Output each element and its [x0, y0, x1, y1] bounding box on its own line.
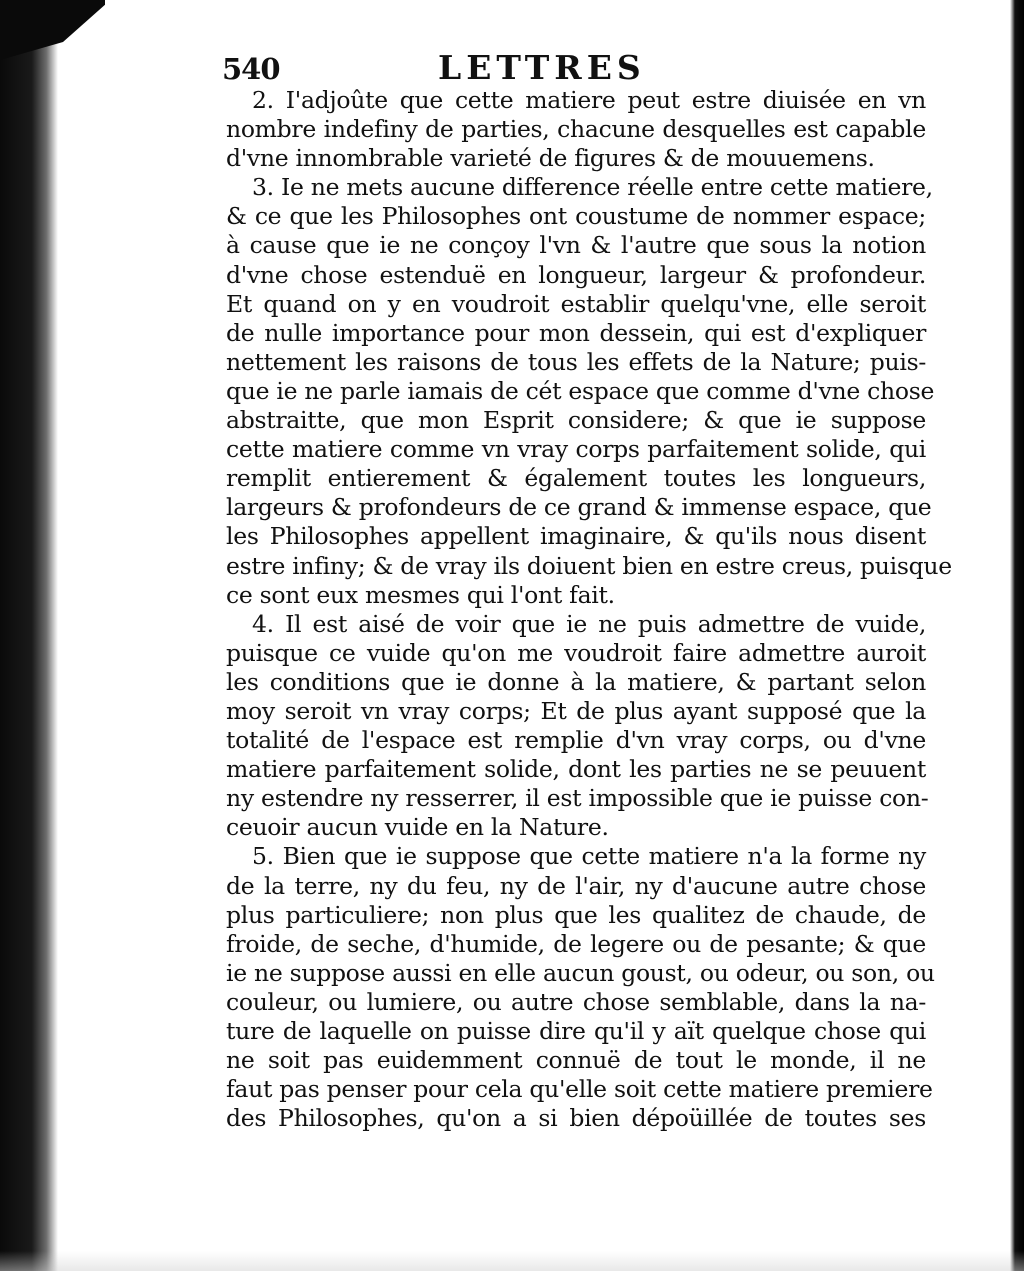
text-line: couleur, ou lumiere, ou autre chose semblable, dans la na- [226, 987, 926, 1016]
text-line: nettement les raisons de tous les effets de la Nature; puis- [226, 347, 926, 376]
text-line: largeurs & profondeurs de ce grand & immense espace, que [226, 493, 932, 522]
text-line: plus particuliere; non plus que les qualitez de chaude, de [226, 900, 926, 929]
text-line: de nulle importance pour mon dessein, qui est d'expliquer [226, 318, 926, 347]
text-line: froide, de seche, d'humide, de legere ou de pesante; & que [226, 929, 926, 958]
text-line: d'vne innombrable varieté de figures & de mouuemens. [226, 144, 875, 173]
text-line: d'vne chose estenduë en longueur, largeur & profondeur. [226, 260, 926, 289]
text-line: ture de laquelle on puisse dire qu'il y aït quelque chose qui [226, 1017, 926, 1045]
text-line: Et quand on y en voudroit establir quelqu'vne, elle seroit [226, 289, 926, 318]
text-line: remplit entierement & également toutes les longueurs, [226, 464, 926, 493]
text-line: abstraitte, que mon Esprit considere; & que ie suppose [226, 406, 926, 435]
text-line: matiere parfaitement solide, dont les parties ne se peuuent [226, 755, 926, 784]
text-line: ny estendre ny resserrer, il est impossible que ie puisse con- [226, 784, 929, 813]
text-line: nombre indefiny de parties, chacune desquelles est capable [226, 115, 926, 144]
body-text [226, 86, 952, 1133]
text-line: totalité de l'espace est remplie d'vn vray corps, ou d'vne [226, 726, 926, 755]
text-line: 3. Ie ne mets aucune difference réelle entre cette matiere, [252, 173, 933, 202]
text-line: 2. I'adjoûte que cette matiere peut estre diuisée en vn [252, 86, 926, 114]
text-line: ne soit pas euidemment connuë de tout le monde, il ne [226, 1046, 926, 1075]
text-line: les Philosophes appellent imaginaire, & qu'ils nous disent [226, 522, 926, 551]
text-line: ce sont eux mesmes qui l'ont fait. [226, 580, 615, 609]
scan-right-edge [1010, 0, 1024, 1271]
text-line: que ie ne parle iamais de cét espace que comme d'vne chose [226, 376, 935, 405]
text-line: ie ne suppose aussi en elle aucun goust, ou odeur, ou son, ou [226, 958, 935, 987]
page-shadow [0, 1251, 1024, 1271]
text-line: ceuoir aucun vuide en la Nature. [226, 813, 609, 842]
text-line: les conditions que ie donne à la matiere, & partant selon [226, 667, 926, 696]
text-line: faut pas penser pour cela qu'elle soit cette matiere premiere [226, 1075, 933, 1104]
scan-left-edge [0, 40, 58, 1271]
text-line: des Philosophes, qu'on a si bien dépoüillée de toutes ses [226, 1104, 926, 1133]
text-line: à cause que ie ne conçoy l'vn & l'autre que sous la notion [226, 231, 926, 260]
text-line: estre infiny; & de vray ils doiuent bien en estre creus, puisque [226, 551, 952, 580]
text-line: 4. Il est aisé de voir que ie ne puis admettre de vuide, [252, 609, 926, 638]
text-line: 5. Bien que ie suppose que cette matiere n'a la forme ny [252, 842, 926, 871]
text-line: de la terre, ny du feu, ny de l'air, ny d'aucune autre chose [226, 871, 926, 900]
page-number: 540 [222, 52, 280, 86]
text-line: cette matiere comme vn vray corps parfaitement solide, qui [226, 435, 926, 464]
text-line: & ce que les Philosophes ont coustume de nommer espace; [226, 202, 926, 231]
running-head-title: LETTRES [438, 48, 646, 87]
text-line: moy seroit vn vray corps; Et de plus ayant supposé que la [226, 696, 926, 725]
text-line: puisque ce vuide qu'on me voudroit faire admettre auroit [226, 638, 926, 667]
